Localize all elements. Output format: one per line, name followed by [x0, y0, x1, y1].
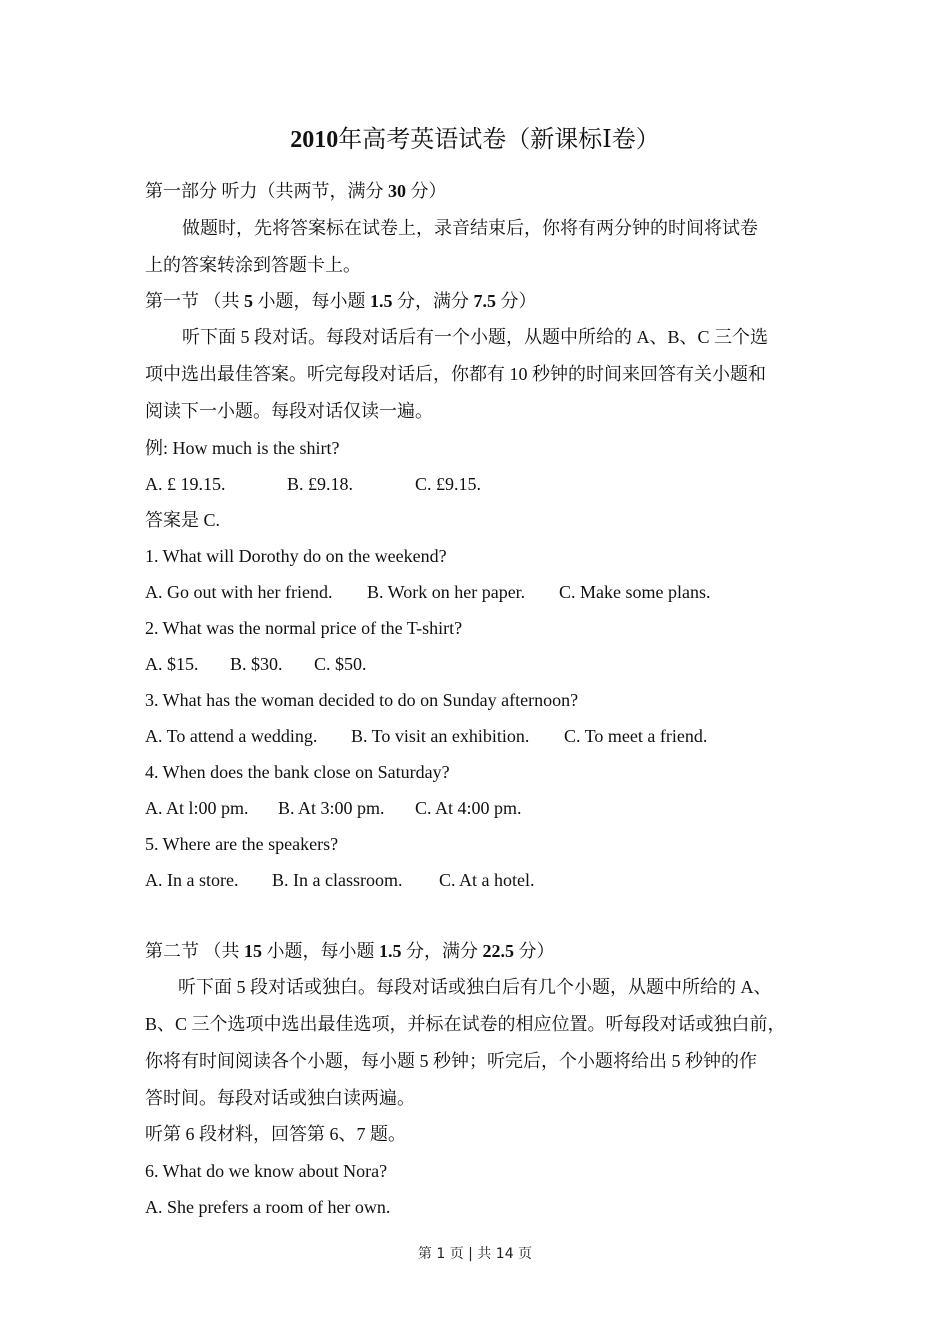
option-c: C. At a hotel.: [439, 870, 535, 890]
section1-instruction-line: 听下面 5 段对话。每段对话后有一个小题，从题中所给的 A、B、C 三个选: [182, 327, 769, 347]
page-title: 2010年高考英语试卷（新课标Ⅰ卷）: [290, 127, 660, 153]
section1-instruction-line: 阅读下一小题。每段对话仅读一遍。: [145, 401, 433, 421]
question: 3. What has the woman decided to do on Sunday afternoon?: [145, 690, 579, 710]
page-footer: 第 1 页 | 共 14 页: [417, 1246, 533, 1262]
option-c: C. Make some plans.: [559, 582, 711, 602]
option-c: C. At 4:00 pm.: [415, 798, 522, 818]
example-question: 例: How much is the shirt?: [145, 438, 340, 458]
option-a: A. Go out with her friend.: [145, 582, 333, 602]
option-a: A. To attend a wedding.: [145, 726, 318, 746]
option-c: C. $50.: [314, 654, 367, 674]
part1-instruction-line: 上的答案转涂到答题卡上。: [145, 255, 361, 275]
section2-heading: 第二节 （共 15 小题，每小题 1.5 分，满分 22.5 分）: [145, 941, 555, 961]
question: 6. What do we know about Nora?: [145, 1161, 388, 1181]
option-a: A. $15.: [145, 654, 199, 674]
part1-instruction-line: 做题时，先将答案标在试卷上，录音结束后，你将有两分钟的时间将试卷: [182, 218, 758, 238]
section1-instruction-line: 项中选出最佳答案。听完每段对话后，你都有 10 秒钟的时间来回答有关小题和: [145, 364, 766, 384]
question: 1. What will Dorothy do on the weekend?: [145, 546, 447, 566]
question: 4. When does the bank close on Saturday?: [145, 762, 450, 782]
option-c: C. £9.15.: [415, 474, 482, 494]
question: 5. Where are the speakers?: [145, 834, 339, 854]
option-b: B. Work on her paper.: [367, 582, 526, 602]
question-options: [145, 651, 367, 677]
section2-instruction-line: 你将有时间阅读各个小题，每小题 5 秒钟；听完后，个小题将给出 5 秒钟的作: [145, 1051, 757, 1071]
question-options: [145, 723, 707, 749]
section2-instruction-line: 答时间。每段对话或独白读两遍。: [145, 1088, 415, 1108]
section2-instruction-line: B、C 三个选项中选出最佳选项，并标在试卷的相应位置。听每段对话或独白前，: [145, 1014, 786, 1034]
question-options: [145, 795, 522, 821]
option-b: B. At 3:00 pm.: [278, 798, 385, 818]
example-options: [145, 471, 481, 497]
section2-instruction-line: 听下面 5 段对话或独白。每段对话或独白后有几个小题，从题中所给的 A、: [178, 977, 772, 997]
material-instruction: 听第 6 段材料，回答第 6、7 题。: [145, 1124, 406, 1144]
question-options: [145, 867, 535, 893]
section1-heading: 第一节 （共 5 小题，每小题 1.5 分，满分 7.5 分）: [145, 291, 537, 311]
question-option: A. She prefers a room of her own.: [145, 1197, 391, 1217]
option-b: B. £9.18.: [287, 474, 354, 494]
question: 2. What was the normal price of the T-shirt?: [145, 618, 463, 638]
option-b: B. To visit an exhibition.: [351, 726, 530, 746]
option-c: C. To meet a friend.: [564, 726, 708, 746]
question-options: [145, 579, 710, 605]
option-b: B. In a classroom.: [272, 870, 403, 890]
option-a: A. At l:00 pm.: [145, 798, 249, 818]
part1-heading: 第一部分 听力（共两节，满分 30 分）: [145, 181, 447, 201]
option-a: A. In a store.: [145, 870, 239, 890]
option-a: A. £ 19.15.: [145, 474, 226, 494]
option-b: B. $30.: [230, 654, 283, 674]
example-answer: 答案是 C.: [145, 510, 221, 530]
